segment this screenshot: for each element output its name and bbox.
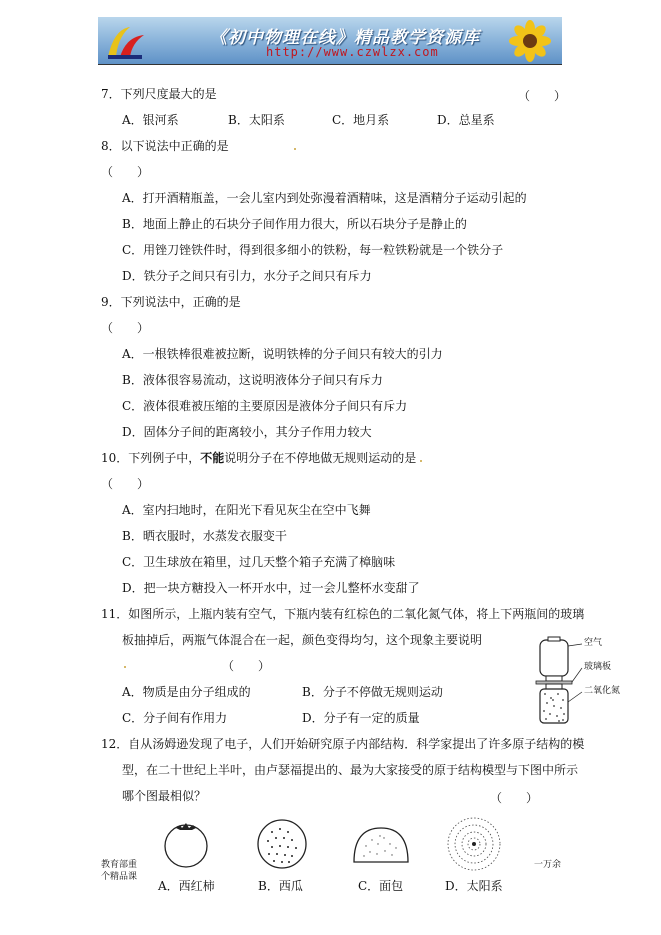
q11-answer-paren: （ ） <box>222 659 271 673</box>
q7-option-d: D．总星系 <box>437 113 495 127</box>
footer-left-line1: 教育部重 <box>101 860 138 870</box>
header-banner <box>98 17 562 64</box>
q10-option-d: D．把一块方糖投入一杯开水中，过一会儿整杯水变甜了 <box>122 581 420 595</box>
sunflower-icon <box>500 19 560 63</box>
q8-option-a: A．打开酒精瓶盖，一会儿室内到处弥漫着酒精味，这是酒精分子运动引起的 <box>122 191 527 205</box>
two-bottles-diagram <box>528 636 638 726</box>
q10-stem-before: 10．下列例子中， <box>101 451 201 465</box>
q11-option-c: C．分子间有作用力 <box>122 711 228 725</box>
q7-answer-paren: （ ） <box>518 89 567 103</box>
figure-label-no2: 二氧化氮 <box>584 686 621 696</box>
q11-option-b: B．分子不停做无规则运动 <box>302 685 443 699</box>
site-logo-icon <box>104 23 148 61</box>
q8-answer-paren: （ ） <box>101 165 150 179</box>
q9-stem: 9．下列说法中，正确的是 <box>101 295 241 309</box>
q11-stem-line2: 板抽掉后，两瓶气体混合在一起，颜色变得均匀，这个现象主要说明 <box>122 633 483 647</box>
q7-option-a: A．银河系 <box>122 113 179 127</box>
bread-model-icon <box>350 822 412 868</box>
q9-option-d: D．固体分子间的距离较小，其分子作用力较大 <box>122 425 372 439</box>
footer-left-line2: 个精品课 <box>101 872 138 882</box>
q9-answer-paren: （ ） <box>101 321 150 335</box>
q12-stem-line2: 型，在二十世纪上半叶，由卢瑟福提出的、最为大家接受的原于结构模型与下图中所示 <box>122 763 579 777</box>
q7-option-c: C．地月系 <box>332 113 390 127</box>
q10-option-c: C．卫生球放在箱里，过几天整个箱子充满了樟脑味 <box>122 555 396 569</box>
q10-option-b: B．晒衣服时，水蒸发衣服变干 <box>122 529 287 543</box>
figure-label-air: 空气 <box>584 638 603 648</box>
q7-stem: 7．下列尺度最大的是 <box>101 87 217 101</box>
q9-option-b: B．液体很容易流动，这说明液体分子间只有斥力 <box>122 373 383 387</box>
q10-answer-paren: （ ） <box>101 477 150 491</box>
speck-mark <box>294 148 296 150</box>
header-rule <box>98 64 562 65</box>
q10-stem <box>101 451 416 465</box>
speck-mark <box>420 460 422 462</box>
solar-system-model-icon <box>444 814 504 874</box>
q12-option-c: C．面包 <box>358 879 404 893</box>
q12-stem-line1: 12．自从汤姆逊发现了电子，人们开始研究原子内部结构．科学家提出了许多原子结构的模 <box>101 737 585 751</box>
banner-title: 《初中物理在线》精品教学资源库 <box>210 28 480 48</box>
watermelon-model-icon <box>254 816 310 872</box>
tomato-model-icon <box>158 818 218 870</box>
q8-option-b: B．地面上静止的石块分子间作用力很大，所以石块分子是静止的 <box>122 217 467 231</box>
figure-label-glass-plate: 玻璃板 <box>584 662 612 672</box>
speck-mark <box>124 666 126 668</box>
gas-diffusion-figure <box>528 636 638 726</box>
q12-option-b: B．西瓜 <box>258 879 303 893</box>
q11-stem-line1: 11．如图所示，上瓶内装有空气，下瓶内装有红棕色的二氧化氮气体，将上下两瓶间的玻璃 <box>101 607 585 621</box>
q12-option-d: D．太阳系 <box>445 879 503 893</box>
q11-option-a: A．物质是由分子组成的 <box>122 685 251 699</box>
q10-stem-after: 说明分子在不停地做无规则运动的是 <box>224 451 417 465</box>
q10-option-a: A．室内扫地时，在阳光下看见灰尘在空中飞舞 <box>122 503 371 517</box>
q8-stem: 8．以下说法中正确的是 <box>101 139 229 153</box>
q12-stem-line3: 哪个图最相似？ <box>122 789 207 803</box>
q8-option-d: D．铁分子之间只有引力，水分子之间只有斥力 <box>122 269 372 283</box>
q12-option-a: A．西红柿 <box>158 879 215 893</box>
banner-url[interactable]: http://www.czwlzx.com <box>266 45 439 59</box>
q7-option-b: B．太阳系 <box>228 113 285 127</box>
footer-right: 一万余 <box>534 860 562 870</box>
q12-answer-paren: （ ） <box>490 791 539 805</box>
q9-option-c: C．液体很难被压缩的主要原因是液体分子间只有斥力 <box>122 399 408 413</box>
q11-option-d: D．分子有一定的质量 <box>302 711 420 725</box>
q8-option-c: C．用锉刀锉铁件时，得到很多细小的铁粉，每一粒铁粉就是一个铁分子 <box>122 243 504 257</box>
q9-option-a: A．一根铁棒很难被拉断，说明铁棒的分子间只有较大的引力 <box>122 347 443 361</box>
q10-stem-emphasis: 不能 <box>200 451 225 465</box>
